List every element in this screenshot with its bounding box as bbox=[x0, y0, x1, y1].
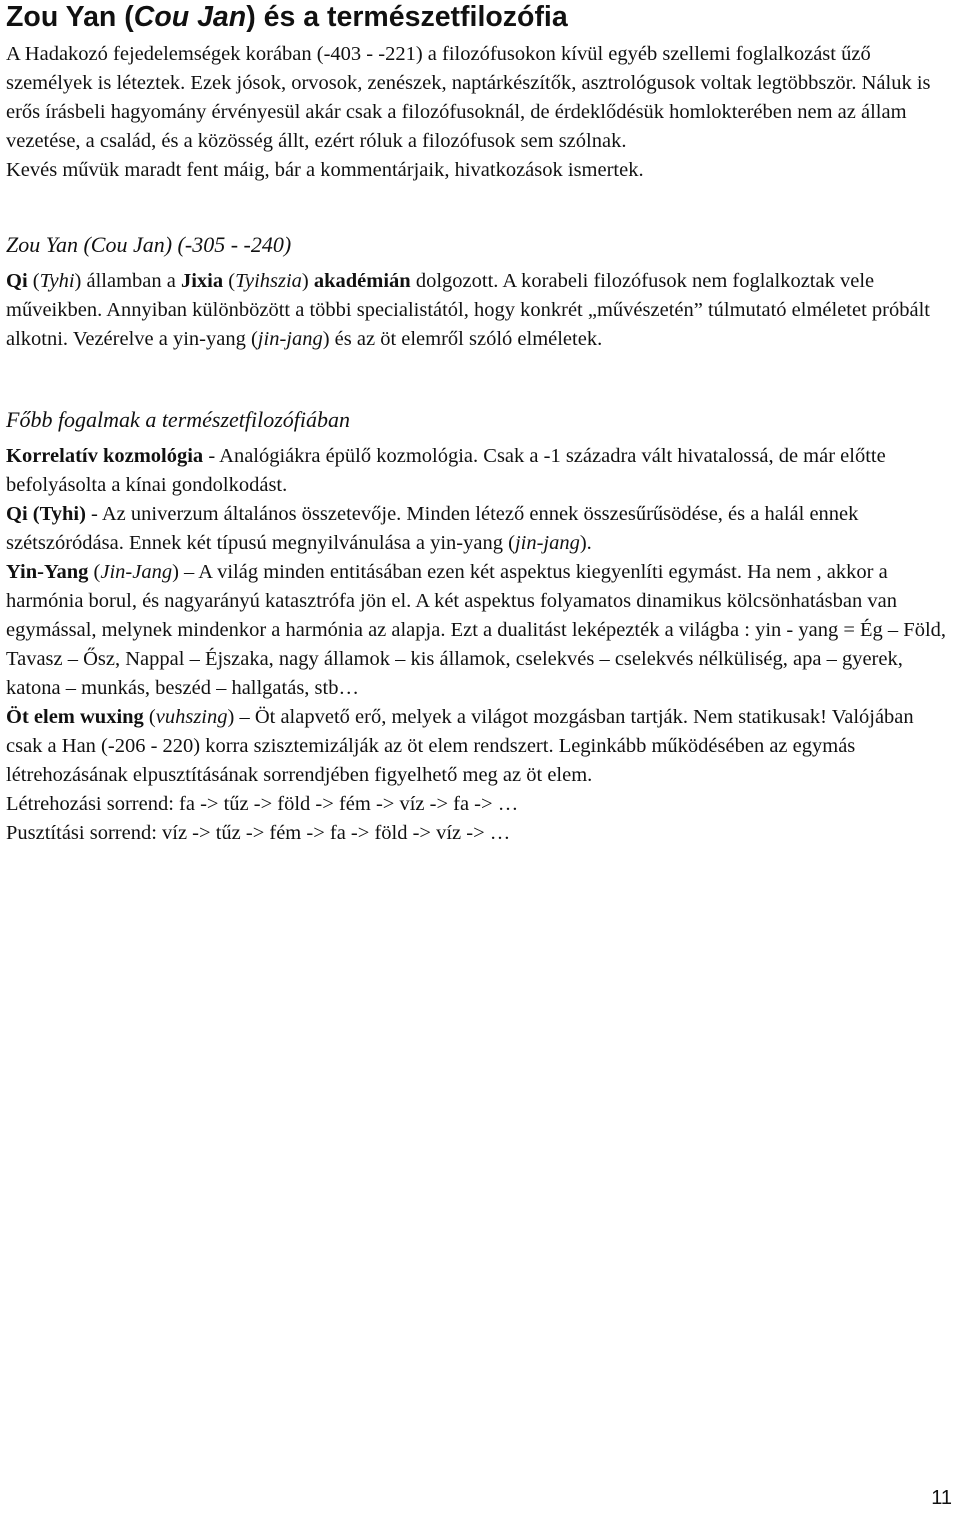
section-heading-fogalmak: Főbb fogalmak a természetfilozófiában bbox=[6, 407, 351, 432]
section-heading-zou-yan: Zou Yan (Cou Jan) (-305 - -240) bbox=[6, 232, 292, 257]
pusztitasi-sorrend: Pusztítási sorrend: víz -> tűz -> fém -> fa -> föld -> víz -> … bbox=[6, 822, 511, 844]
letrehozasi-sorrend: Létrehozási sorrend: fa -> tűz -> föld -> fém -> víz -> fa -> … bbox=[6, 793, 519, 815]
intro-paragraph: A Hadakozó fejedelemségek korában (-403 - -221) a filozófusokon kívül egyéb szellemi foglalkozást űző személyek is léteztek. Ezek jósok, orvosok, zenészek, naptárkészítők, asztrológusok voltak legtöbbször. Náluk is erős írásbeli hagyomány érvényesül akár csak a filozófusoknál, de érdeklődésük homlokterében nem az állam vezetése, a család, és a közösség állt, ezért róluk a filozófusok sem szólnak. bbox=[6, 43, 931, 152]
page-title: Zou Yan (Cou Jan) és a természetfilozófia bbox=[6, 1, 568, 33]
intro-paragraph: Kevés művük maradt fent máig, bár a kommentárjaik, hivatkozások ismertek. bbox=[6, 159, 644, 181]
document-page bbox=[6, 0, 952, 848]
page-number: 11 bbox=[931, 1487, 952, 1509]
qi-paragraph: Qi (Tyhi) - Az univerzum általános összetevője. Minden létező ennek összesűrűsödése, és a halál ennek szétszóródása. Ennek két típusú megnyilvánulása a yin-yang (jin-jang). bbox=[6, 503, 859, 554]
zou-yan-paragraph: Qi (Tyhi) államban a Jixia (Tyihszia) akadémián dolgozott. A korabeli filozófusok nem foglalkoztak vele műveikben. Annyiban különbözött a többi specialistától, hogy konkrét „művészetén” túlmutató elméletet próbált alkotni. Vezérelve a yin-yang (jin-jang) és az öt elemről szóló elméletek. bbox=[6, 270, 930, 350]
fogalmak-section bbox=[6, 442, 952, 848]
korrelativ-paragraph: Korrelatív kozmológia - Analógiákra épülő kozmológia. Csak a -1 századra vált hivatalossá, de már előtte befolyásolta a kínai gondolkodást. bbox=[6, 445, 886, 496]
wuxing-paragraph: Öt elem wuxing (vuhszing) – Öt alapvető erő, melyek a világot mozgásban tartják. Nem statikusak! Valójában csak a Han (-206 - 220) korra szisztemizálják az öt elem rendszert. Leginkább működésében az egymás létrehozásának elpusztításának sorrendjében figyelhető meg az öt elem. bbox=[6, 706, 914, 786]
intro-section bbox=[6, 40, 952, 185]
yinyang-paragraph: Yin-Yang (Jin-Jang) – A világ minden entitásában ezen két aspektus kiegyenlíti egymást. Ha nem , akkor a harmónia borul, és nagyarányú katasztrófa jön el. A két aspektus folyamatos dinamikus kölcsönhatásban van egymással, melynek mindenkor a harmónia az alapja. Ezt a dualitást leképezték a világba : yin - yang = Ég – Föld, Tavasz – Ősz, Nappal – Éjszaka, nagy államok – kis államok, cselekvés – cselekvés nélküliség, apa – gyerek, katona – munkás, beszéd – hallgatás, stb… bbox=[6, 561, 947, 699]
